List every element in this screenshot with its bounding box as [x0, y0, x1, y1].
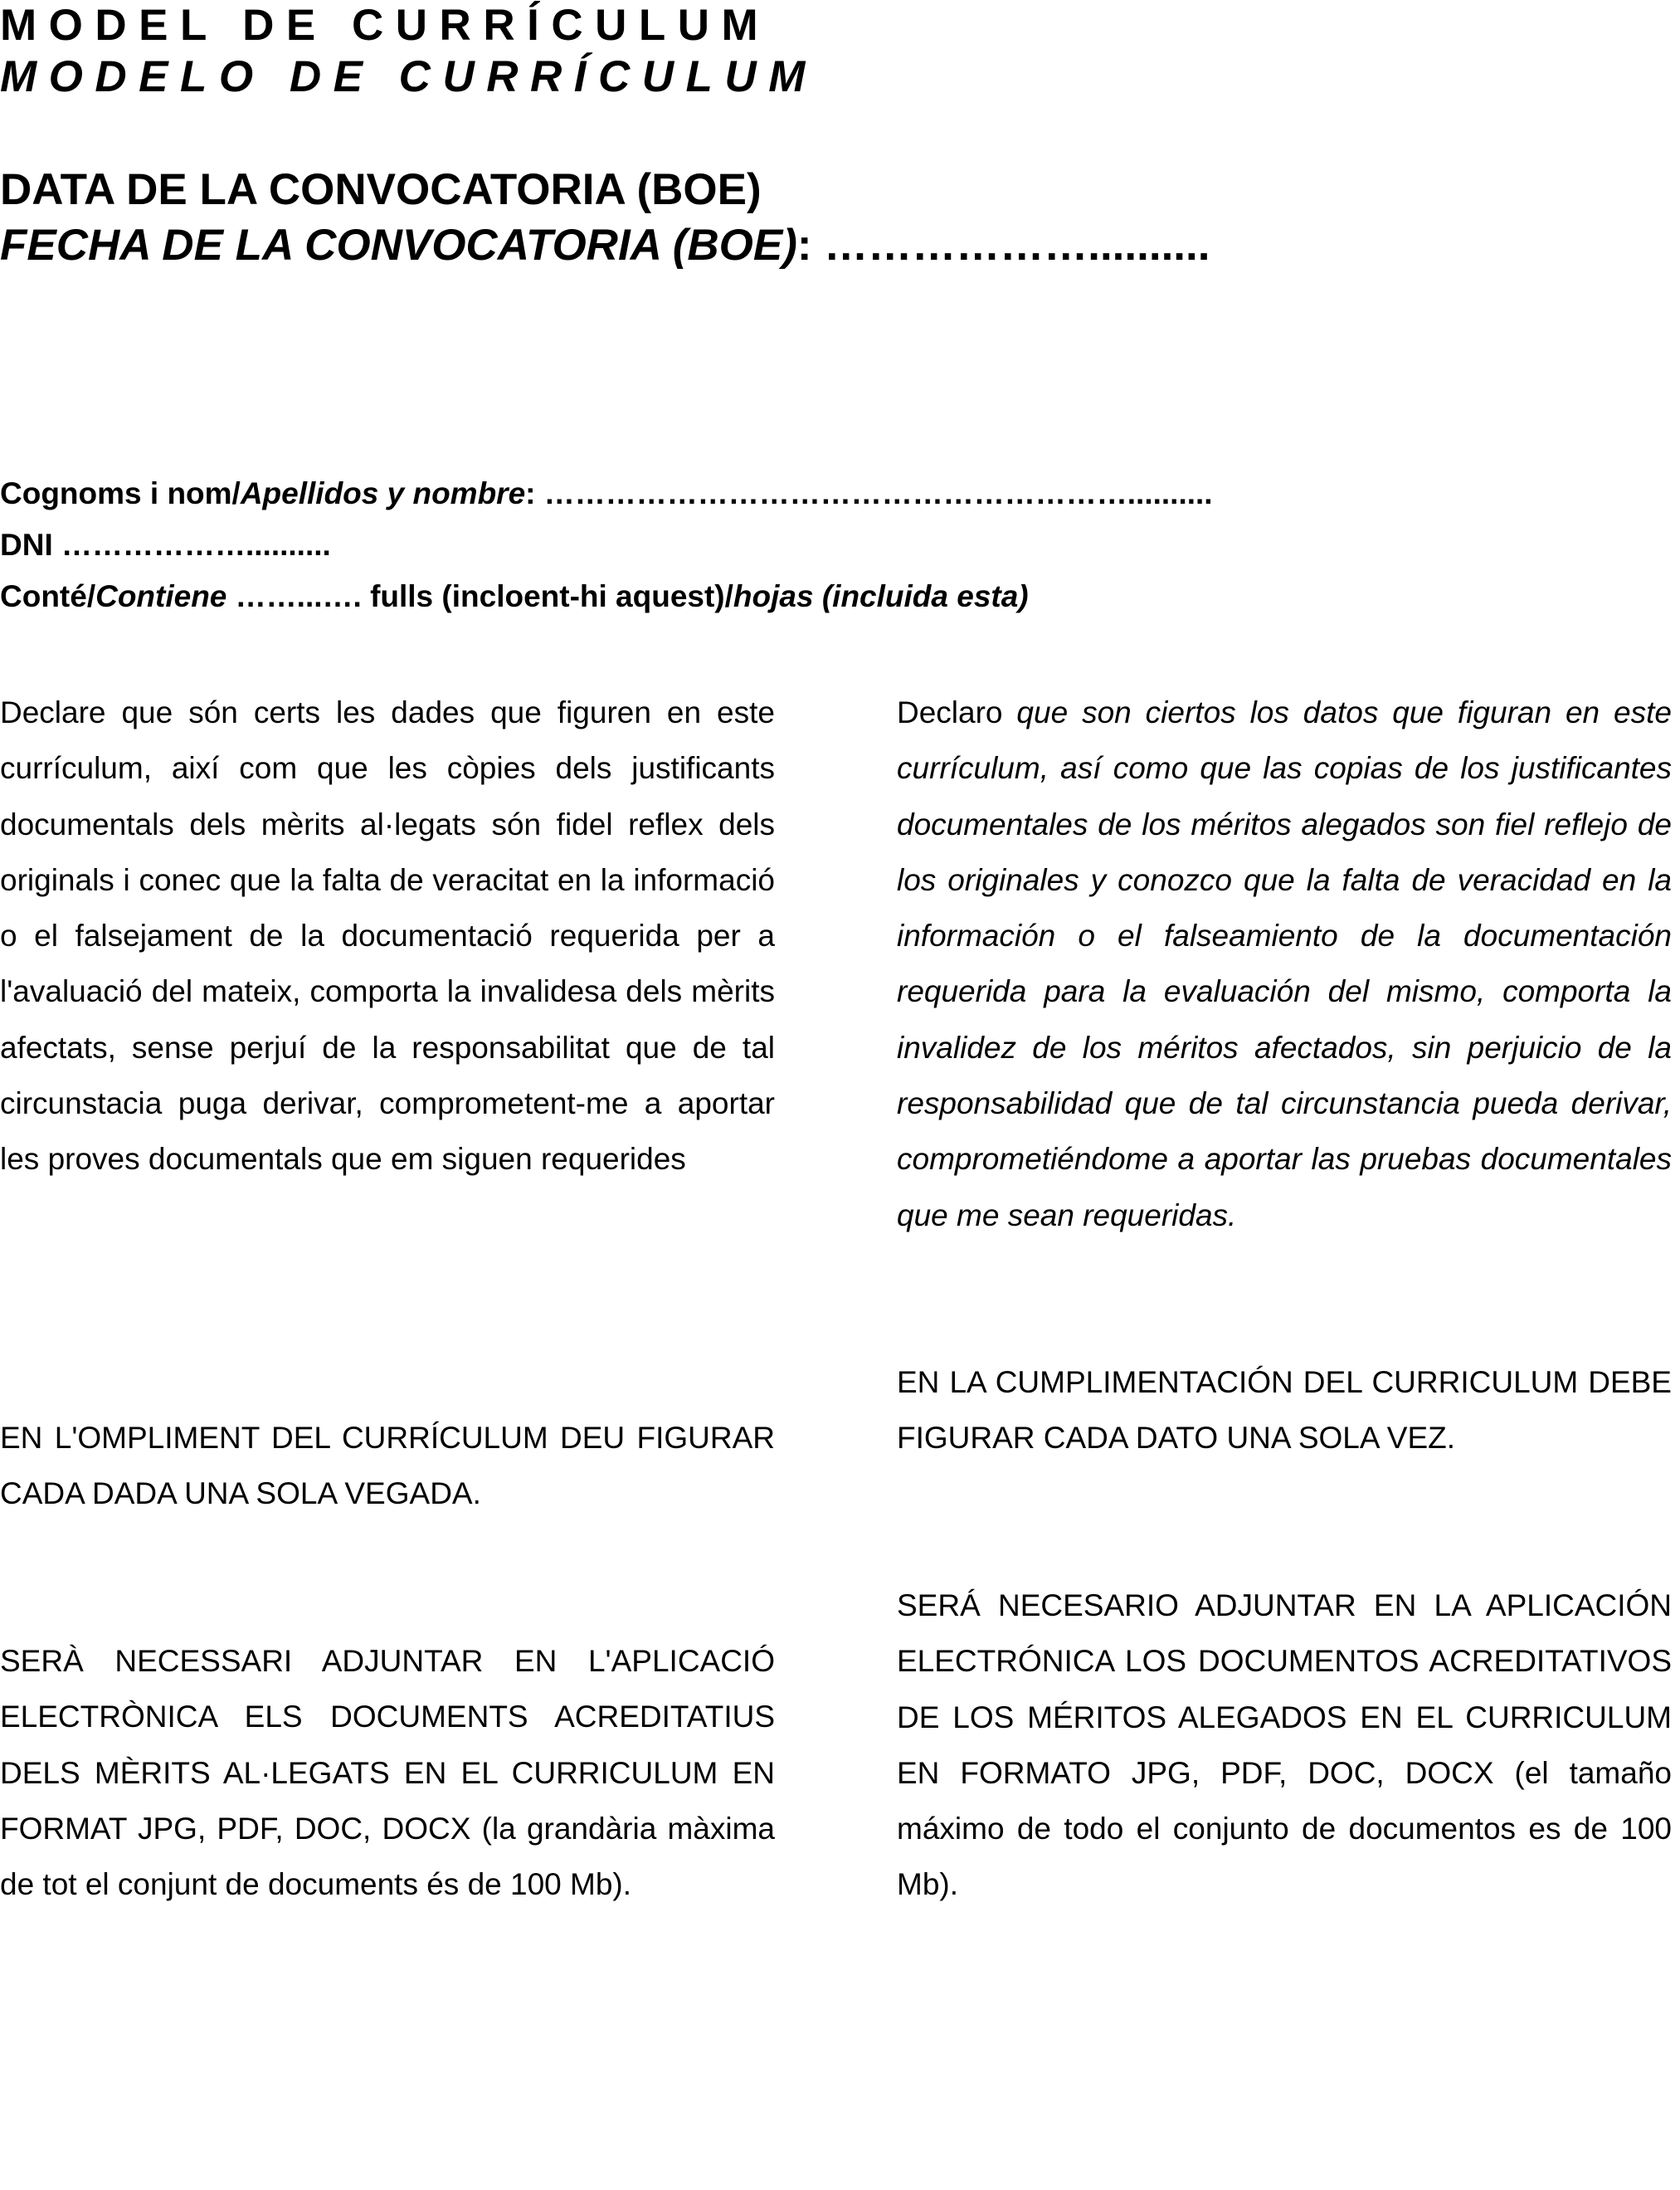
name-label-catalan: Cognoms i nom/: [0, 476, 241, 510]
title-catalan: MODEL DE CURRÍCULUM: [0, 1, 771, 50]
declaration-spanish-lead: Declaro: [897, 695, 1003, 729]
notice-attach-catalan: SERÀ NECESSARI ADJUNTAR EN L'APLICACIÓ ELECTRÒNICA ELS DOCUMENTS ACREDITATIUS DELS MÈRITS AL·LEGATS EN EL CURRICULUM EN FORMAT JPG, PDF, DOC, DOCX (la grandària màxima de tot el conjunt de documents és de 100 Mb).: [0, 1644, 775, 1902]
declaration-spanish-text: que son ciertos los datos que figuran en este currículum, así como que las copias de los justificantes documentales de los méritos alegados son fiel reflejo de los originales y conozco que la falta de veracidad en la información o el falseamiento de la documentación requerida para la evaluación del mismo, comporta la invalidez de los méritos afectados, sin perjuicio de la responsabilidad que de tal circunstancia pueda derivar, comprometiéndome a aportar las pruebas documentales que me sean requeridas.: [897, 695, 1672, 1232]
declaration-spanish: [897, 685, 1672, 1243]
dni-field: DNI ………………..........: [0, 528, 331, 562]
declaration-catalan: Declare que són certs les dades que figuren en este currículum, així com que les còpies dels justificants documentals dels mèrits al·legats són fidel reflex dels originals i conec que la falta de veracitat en la informació o el falsejament de la documentació requerida per a l'avaluació del mateix, comporta la invalidesa dels mèrits afectats, sense perjuí de la responsabilitat que de tal circunstacia puga derivar, comprometent-me a aportar les proves documentals que em siguen requerides: [0, 695, 775, 1177]
announcement-date-spanish: [0, 217, 1210, 274]
notice-once-catalan: EN L'OMPLIMENT DEL CURRÍCULUM DEU FIGURAR CADA DADA UNA SOLA VEGADA.: [0, 1421, 775, 1511]
name-label-spanish: Apellidos y nombre: [240, 476, 526, 510]
pages-label-catalan: Conté/: [0, 579, 96, 613]
pages-suffix-spanish: hojas (incluida esta): [733, 579, 1029, 613]
title-spanish: MODELO DE CURRÍCULUM: [0, 52, 817, 101]
announcement-date-catalan: DATA DE LA CONVOCATORIA (BOE): [0, 165, 762, 214]
announcement-date-label: FECHA DE LA CONVOCATORIA (BOE): [0, 221, 797, 270]
pages-blank: ……...…. fulls (incloent-hi aquest)/: [226, 579, 733, 613]
notice-once-spanish: EN LA CUMPLIMENTACIÓN DEL CURRICULUM DEBE FIGURAR CADA DATO UNA SOLA VEZ.: [897, 1365, 1672, 1456]
announcement-date-blank: : ………………..........: [796, 221, 1210, 270]
name-field: [0, 468, 1213, 519]
notice-attach-spanish: SERÁ NECESARIO ADJUNTAR EN LA APLICACIÓN ELECTRÓNICA LOS DOCUMENTOS ACREDITATIVOS DE LOS MÉRITOS ALEGADOS EN EL CURRICULUM EN FORMATO JPG, PDF, DOC, DOCX (el tamaño máximo de todo el conjunto de documentos es de 100 Mb).: [897, 1588, 1672, 1902]
pages-field: [0, 571, 1029, 622]
name-blank: : …………………………………………………..........: [525, 476, 1213, 510]
pages-label-spanish: Contiene: [95, 579, 227, 613]
